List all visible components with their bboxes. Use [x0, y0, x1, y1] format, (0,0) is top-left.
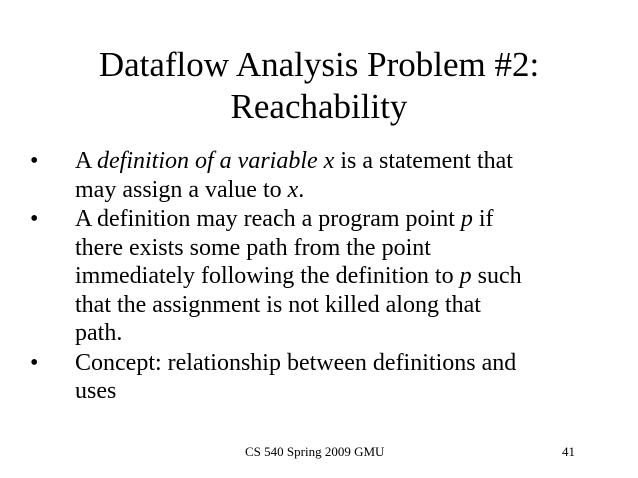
bullet-line	[75, 262, 610, 291]
text-run: A definition may reach a program point	[75, 206, 461, 232]
text-run: that the assignment is not killed along that	[75, 291, 481, 318]
bullet-item-definition	[30, 147, 610, 204]
text-run: immediately following the definition to	[75, 263, 460, 289]
bullet-list	[30, 147, 610, 407]
text-run: .	[298, 176, 305, 203]
bullet-line	[75, 291, 610, 320]
bullet-line	[75, 147, 610, 176]
text-run: may assign a value to	[75, 176, 288, 203]
bullet-line	[75, 349, 610, 378]
bullet-item-reach	[30, 205, 610, 348]
text-run: is a statement that	[334, 148, 513, 174]
bullet-marker: •	[30, 148, 39, 174]
italic-text-run: p	[459, 263, 472, 289]
text-run: Concept: relationship between definitions and	[75, 349, 517, 376]
text-run: if	[472, 206, 494, 232]
text-run: such	[471, 263, 522, 289]
italic-text-run: definition of a variable x	[97, 148, 335, 174]
text-run: A	[75, 148, 98, 174]
bullet-line	[75, 234, 610, 263]
footer-course: CS 540 Spring 2009 GMU	[245, 444, 385, 459]
title-line-2: Reachability	[230, 87, 408, 126]
bullet-line	[75, 176, 610, 205]
bullet-line	[75, 205, 610, 234]
footer-page-number: 41	[562, 444, 575, 459]
text-run: path.	[75, 320, 123, 346]
bullet-item-concept	[30, 349, 610, 406]
bullet-line	[75, 319, 610, 348]
bullet-line	[75, 377, 610, 406]
italic-text-run: p	[460, 206, 473, 232]
title-line-1: Dataflow Analysis Problem #2:	[98, 45, 540, 84]
slide-title	[40, 44, 598, 128]
bullet-marker: •	[30, 349, 39, 376]
text-run: there exists some path from the point	[75, 234, 431, 261]
bullet-marker: •	[30, 206, 39, 232]
italic-text-run: x	[287, 176, 299, 203]
text-run: uses	[75, 378, 117, 404]
